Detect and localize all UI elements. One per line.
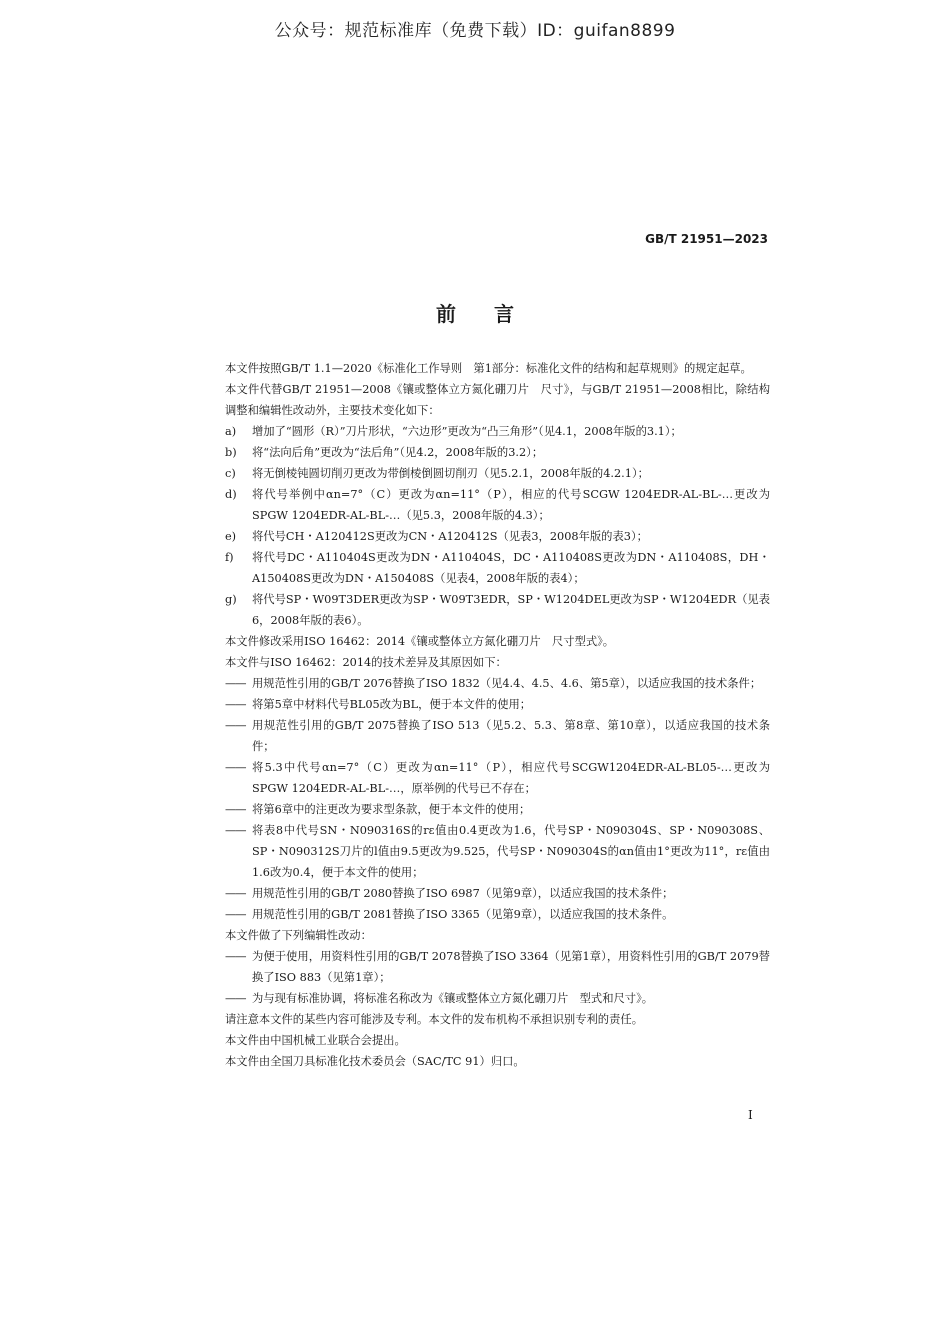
document-body (225, 358, 770, 1072)
list-item: c) 将无倒棱钝圆切削刃更改为带倒棱倒圆切削刃（见5.2.1，2008年版的4.2.1）； (225, 467, 649, 480)
list-item: —— 用规范性引用的GB/T 2076替换了ISO 1832（见4.4、4.5、4.6、第5章），以适应我国的技术条件； (225, 677, 762, 690)
standard-code: GB/T 21951—2023 (645, 232, 768, 246)
list-item: —— 用规范性引用的GB/T 2080替换了ISO 6987（见第9章），以适应我国的技术条件； (225, 887, 674, 900)
paragraph-replaces: 本文件代替GB/T 21951—2008《镶或整体立方氮化硼刀片 尺寸》，与GB/T 21951—2008相比，除结构调整和编辑性改动外，主要技术变化如下： (225, 383, 770, 417)
list-item: —— 将5.3中代号αn=7°（C）更改为αn=11°（P），相应代号SCGW1204EDR-AL-BL05-…更改为SPGW 1204EDR-AL-BL-…，原举例的代号已不存在； (225, 761, 770, 795)
paragraph-editorial: 本文件做了下列编辑性改动： (225, 929, 372, 942)
list-item: f) 将代号DC・A110404S更改为DN・A110404S，DC・A110408S更改为DN・A110408S，DH・A150408S更改为DN・A150408S（见表4，2008年版的表4）； (225, 551, 770, 585)
list-item: —— 用规范性引用的GB/T 2075替换了ISO 513（见5.2、5.3、第8章、第10章），以适应我国的技术条件； (225, 719, 770, 753)
list-item: a) 增加了“圆形（R）”刀片形状，“六边形”更改为“凸三角形”（见4.1，2008年版的3.1）； (225, 425, 682, 438)
page-number: I (748, 1108, 753, 1122)
list-item: —— 将第5章中材料代号BL05改为BL，便于本文件的使用； (225, 698, 532, 711)
list-item: g) 将代号SP・W09T3DER更改为SP・W09T3EDR，SP・W1204DEL更改为SP・W1204EDR（见表6，2008年版的表6）。 (225, 593, 770, 627)
top-banner: 公众号：规范标准库（免费下载）ID：guifan8899 (274, 21, 676, 41)
page-title: 前言 (436, 302, 552, 326)
list-item: —— 为与现有标准协调，将标准名称改为《镶或整体立方氮化硼刀片 型式和尺寸》。 (225, 992, 654, 1005)
list-item: —— 将第6章中的注更改为要求型条款，便于本文件的使用； (225, 803, 531, 816)
list-item: —— 将表8中代号SN・N090316S的rε值由0.4更改为1.6，代号SP・N090304S、SP・N090308S、SP・N090312S刀片的l值由9.5更改为9.525，代号SP・N090304S的αn值由1°更改为11°，rε值由1.6改为0.4，便于本文件的使用； (225, 824, 770, 879)
list-item: b) 将“法向后角”更改为“法后角”（见4.2，2008年版的3.2）； (225, 446, 544, 459)
list-item: —— 用规范性引用的GB/T 2081替换了ISO 3365（见第9章），以适应我国的技术条件。 (225, 908, 674, 921)
paragraph-managed-by: 本文件由全国刀具标准化技术委员会（SAC/TC 91）归口。 (225, 1055, 525, 1068)
list-item: —— 为便于使用，用资料性引用的GB/T 2078替换了ISO 3364（见第1章），用资料性引用的GB/T 2079替换了ISO 883（见第1章）； (225, 950, 770, 984)
paragraph-adoption: 本文件修改采用ISO 16462：2014《镶或整体立方氮化硼刀片 尺寸型式》。 (225, 635, 615, 648)
list-item: e) 将代号CH・A120412S更改为CN・A120412S（见表3，2008年版的表3）； (225, 530, 648, 543)
paragraph-patent: 请注意本文件的某些内容可能涉及专利。本文件的发布机构不承担识别专利的责任。 (225, 1013, 643, 1026)
paragraph-differences: 本文件与ISO 16462：2014的技术差异及其原因如下： (225, 656, 507, 669)
paragraph-drafting: 本文件按照GB/T 1.1—2020《标准化工作导则 第1部分：标准化文件的结构和起草规则》的规定起草。 (225, 362, 752, 375)
list-item: d) 将代号举例中αn=7°（C）更改为αn=11°（P），相应的代号SCGW 1204EDR-AL-BL-…更改为SPGW 1204EDR-AL-BL-…（见5.3，2008年版的4.3）； (225, 488, 770, 522)
paragraph-proposed-by: 本文件由中国机械工业联合会提出。 (225, 1034, 406, 1047)
